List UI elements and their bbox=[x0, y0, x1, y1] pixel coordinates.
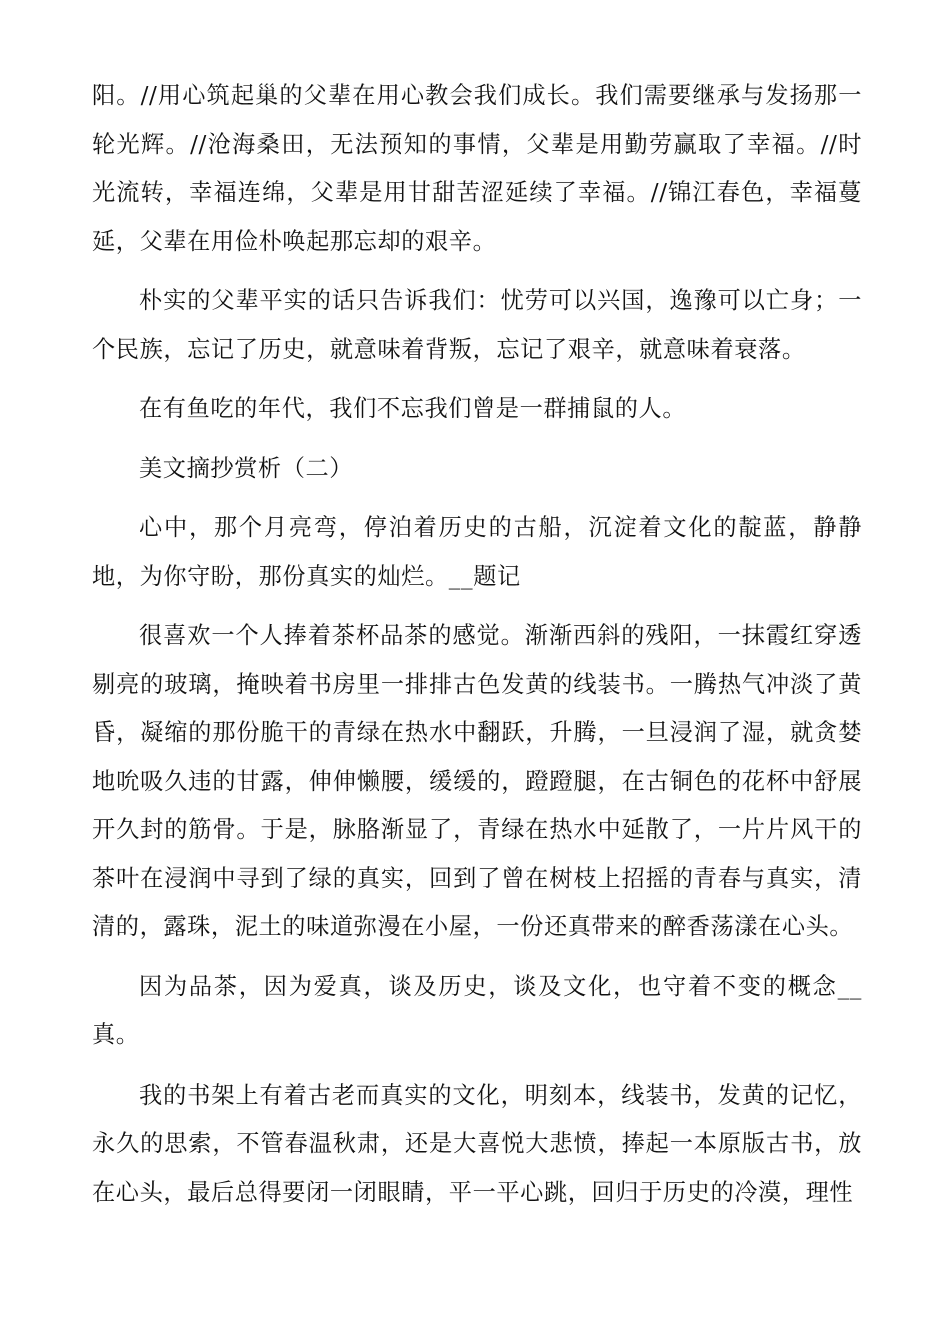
paragraph-father-words: 朴实的父辈平实的话只告诉我们：忧劳可以兴国，逸豫可以亡身；一个民族，忘记了历史，就意味着背叛，忘记了艰辛，就意味着衰落。 bbox=[92, 287, 862, 363]
paragraph-continuation: 阳。//用心筑起巢的父辈在用心教会我们成长。我们需要继承与发扬那一轮光辉。//沧海桑田，无法预知的事情，父辈是用勤劳赢取了幸福。//时光流转，幸福连绵，父辈是用甘甜苦涩延续了幸福。//锦江春色，幸福蔓延，父辈在用俭朴唤起那忘却的艰辛。 bbox=[92, 82, 862, 255]
paragraph-fish-era: 在有鱼吃的年代，我们不忘我们曾是一群捕鼠的人。 bbox=[139, 395, 687, 422]
paragraph-bookshelf: 我的书架上有着古老而真实的文化，明刻本，线装书，发黄的记忆，永久的思索，不管春温秋肃，还是大喜悦大悲愤，捧起一本原版古书，放在心头，最后总得要闭一闭眼睛，平一平心跳，回归于历史的冷漠，理性 bbox=[92, 1081, 862, 1206]
paragraph-inscription: 心中，那个月亮弯，停泊着历史的古船，沉淀着文化的靛蓝，静静地，为你守盼，那份真实的灿烂。__题记 bbox=[92, 514, 862, 590]
paragraph-tea: 很喜欢一个人捧着茶杯品茶的感觉。渐渐西斜的残阳，一抹霞红穿透剔亮的玻璃，掩映着书房里一排排古色发黄的线装书。一腾热气冲淡了黄昏，凝缩的那份脆干的青绿在热水中翻跃，升腾，一旦浸润了湿，就贪婪地吮吸久违的甘露，伸伸懒腰，缓缓的，蹬蹬腿，在古铜色的花杯中舒展开久封的筋骨。于是，脉胳渐显了，青绿在热水中延散了，一片片风干的茶叶在浸润中寻到了绿的真实，回到了曾在树枝上招摇的青春与真实，清清的，露珠，泥土的味道弥漫在小屋，一份还真带来的醉香荡漾在心头。 bbox=[92, 622, 862, 940]
section-heading: 美文摘抄赏析（二） bbox=[139, 454, 354, 482]
document-page bbox=[92, 72, 862, 1217]
paragraph-truth: 因为品茶，因为爱真，谈及历史，谈及文化，也守着不变的概念__真。 bbox=[92, 972, 862, 1048]
